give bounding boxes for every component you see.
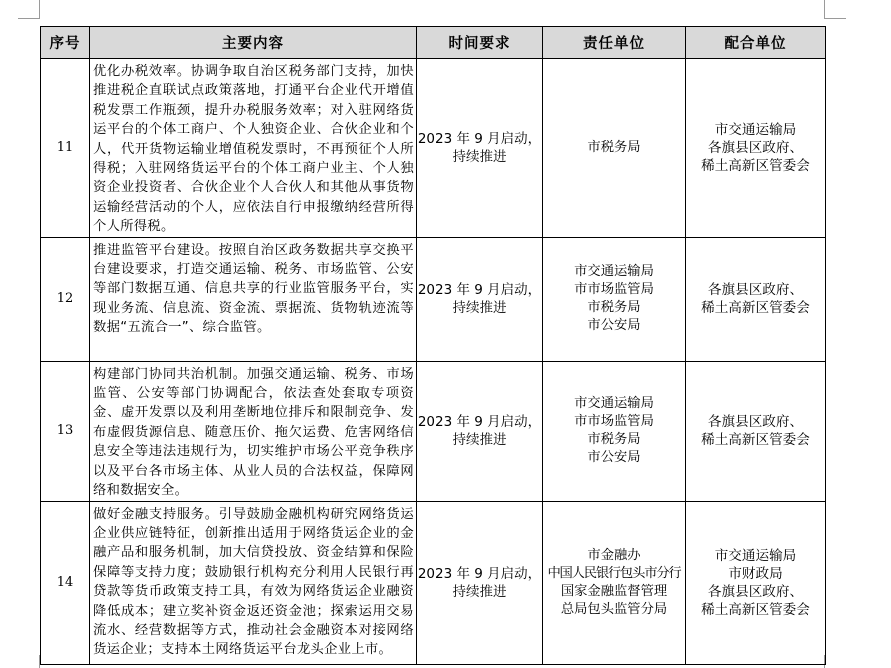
row-number: 11 (41, 59, 90, 238)
time-line: 2023 年 9 月启动， (417, 130, 542, 147)
cooperating-unit: 稀土高新区管委会 (701, 157, 810, 174)
row-responsible (543, 59, 686, 238)
responsible-unit: 市市场监管局 (574, 282, 654, 298)
responsible-unit: 市市场监管局 (574, 414, 654, 430)
cooperating-unit: 市财政局 (728, 565, 783, 582)
responsible-unit: 市税务局 (587, 432, 641, 448)
header-time: 时间要求 (417, 27, 543, 59)
time-line: 2023 年 9 月启动， (417, 414, 542, 431)
row-number: 13 (41, 361, 90, 501)
crop-mark-top-right-horizontal (824, 18, 846, 19)
table-row (41, 361, 826, 501)
header-responsible: 责任单位 (543, 27, 686, 59)
header-content: 主要内容 (90, 27, 417, 59)
task-table (40, 26, 826, 665)
cooperating-unit: 市交通运输局 (714, 121, 797, 138)
cooperating-unit: 各旗县区政府、 (707, 414, 804, 431)
table-row (41, 59, 826, 238)
time-line: 2023 年 9 月启动， (417, 282, 542, 299)
row-number: 12 (41, 237, 90, 361)
table-row (41, 237, 826, 361)
time-line: 持续推进 (452, 432, 507, 449)
responsible-unit: 市交通运输局 (574, 396, 654, 412)
responsible-unit: 市公安局 (587, 450, 641, 466)
cooperating-unit: 各旗县区政府、 (707, 139, 804, 156)
table-row (41, 501, 826, 664)
table-header-row (41, 27, 826, 59)
cooperating-unit: 各旗县区政府、 (707, 282, 804, 299)
time-line: 2023 年 9 月启动， (417, 565, 542, 582)
row-time (417, 361, 543, 501)
crop-mark-top-left-horizontal (18, 18, 40, 19)
cooperating-unit: 各旗县区政府、 (707, 583, 804, 600)
row-responsible (543, 501, 686, 664)
row-time (417, 237, 543, 361)
row-content: 优化办税效率。协调争取自治区税务部门支持，加快推进税企直联试点政策落地，打通平台企业代开增值税发票工作瓶颈，提升办税服务效率；对入驻网络货运平台的个体工商户、个人独资企业、合伙企业和个人，代开货物运输业增值税发票时，不再预征个人所得税；入驻网络货运平台的个体工商户业主、个人独资企业投资者、合伙企业个人合伙人和其他从事货物运输经营活动的个人，应依法自行申报缴纳经营所得个人所得税。 (90, 59, 417, 238)
cooperating-unit: 稀土高新区管委会 (701, 432, 810, 449)
time-line: 持续推进 (452, 148, 507, 165)
row-responsible (543, 237, 686, 361)
cooperating-unit: 稀土高新区管委会 (701, 300, 810, 317)
crop-mark-top-right-vertical (824, 0, 825, 19)
cooperating-unit: 市交通运输局 (714, 547, 797, 564)
responsible-unit: 中国人民银行包头市分行 (547, 565, 681, 581)
responsible-unit: 市金融办 (587, 547, 641, 563)
row-responsible (543, 361, 686, 501)
time-line: 持续推进 (452, 583, 507, 600)
responsible-unit: 市公安局 (587, 318, 641, 334)
row-number: 14 (41, 501, 90, 664)
responsible-unit: 市税务局 (587, 300, 641, 316)
row-content: 推进监管平台建设。按照自治区政务数据共享交换平台建设要求，打造交通运输、税务、市场监管、公安等部门数据互通、信息共享的行业监管服务平台，实现业务流、信息流、资金流、票据流、货物轨迹流等数据“五流合一”、综合监管。 (90, 237, 417, 361)
responsible-unit: 市税务局 (587, 139, 641, 155)
row-time (417, 501, 543, 664)
row-cooperating (686, 59, 826, 238)
row-cooperating (686, 237, 826, 361)
crop-mark-top-left-vertical (39, 0, 40, 19)
row-cooperating (686, 501, 826, 664)
responsible-unit: 国家金融监督管理 (560, 583, 668, 599)
cooperating-unit: 稀土高新区管委会 (701, 601, 810, 618)
responsible-unit: 总局包头监管分局 (560, 601, 668, 617)
row-time (417, 59, 543, 238)
header-cooperating: 配合单位 (686, 27, 826, 59)
responsible-unit: 市交通运输局 (574, 264, 654, 280)
row-content: 做好金融支持服务。引导鼓励金融机构研究网络货运企业供应链特征，创新推出适用于网络货运企业的金融产品和服务机制，加大信贷投放、资金结算和保险保障等支持力度；鼓励银行机构充分利用人民银行再贷款等货币政策支持工具，有效为网络货运企业融资降低成本；建立奖补资金返还资金池；探索运用交易流水、经营数据等方式，推动社会金融资本对接网络货运企业；支持本土网络货运平台龙头企业上市。 (90, 501, 417, 664)
time-line: 持续推进 (452, 300, 507, 317)
row-content: 构建部门协同共治机制。加强交通运输、税务、市场监管、公安等部门协调配合，依法查处套取专项资金、虚开发票以及利用垄断地位排斥和限制竞争、发布虚假货源信息、随意压价、拖欠运费、危害网络信息安全等违法违规行为，切实维护市场公平竞争秩序以及平台各市场主体、从业人员的合法权益，保障网络和数据安全。 (90, 361, 417, 501)
row-cooperating (686, 361, 826, 501)
header-no: 序号 (41, 27, 90, 59)
